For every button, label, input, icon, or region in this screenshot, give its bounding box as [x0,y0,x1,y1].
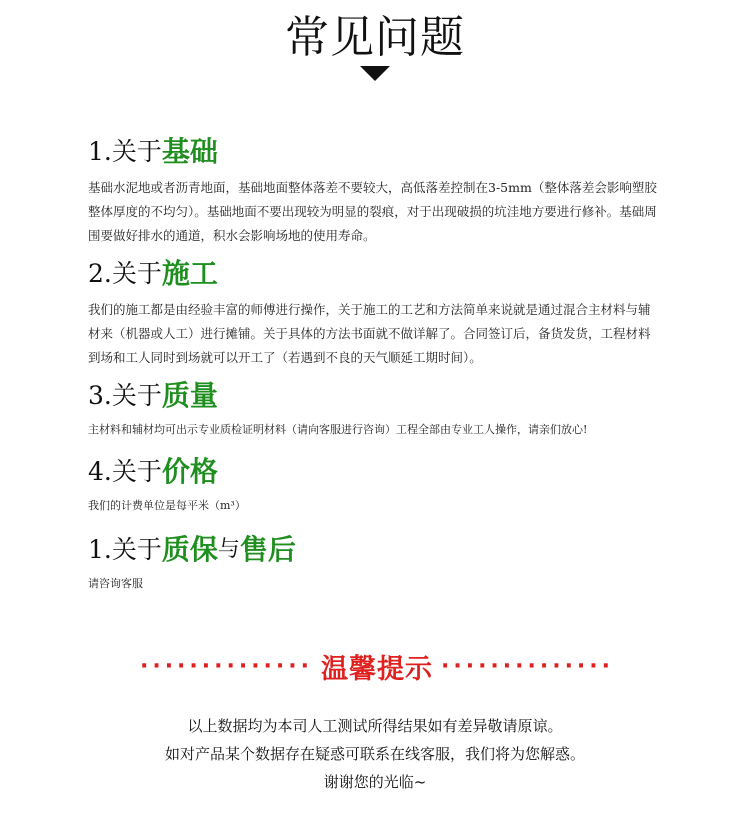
notice-line-1: 以上数据均为本司人工测试所得结果如有差异敬请原谅。 [187,717,563,735]
faq-section-quality [88,376,668,440]
section-keyword: 质保 [161,533,218,566]
section-body: 我们的计费单位是每平米（m³） [88,499,246,512]
notice-line-2: 如对产品某个数据存在疑惑可联系在线客服，我们将为您解惑。 [164,745,585,763]
section-heading [88,254,668,294]
page-title: 常见问题 [285,12,465,63]
section-body: 我们的施工都是由经验丰富的师傅进行操作，关于施工的工艺和方法简单来说就是通过混合主材料与辅材来（机器或人工）进行摊铺。关于具体的方法书面就不做详解了。合同签订后，备货发货，工程材料到场和工人同时到场就可以开工了（若遇到不良的天气顺延工期时间）。 [88,302,651,365]
notice-line-3: 谢谢您的光临~ [323,773,427,791]
section-prefix: 1.关于 [88,535,162,564]
section-prefix: 4.关于 [88,457,162,486]
faq-section-foundation [88,132,668,248]
faq-section-construction [88,254,668,370]
faq-section-price [88,452,668,516]
section-body: 请咨询客服 [88,577,143,590]
notice [0,712,750,796]
section-prefix: 1.关于 [88,137,162,166]
tip-dots-left: ·············· [139,653,313,679]
section-keyword: 施工 [161,257,218,290]
section-body: 主材料和辅材均可出示专业质检证明材料（请向客服进行咨询）工程全部由专业工人操作，请亲们放心! [88,423,588,436]
section-prefix: 2.关于 [88,259,162,288]
section-heading [88,376,668,416]
section-keyword-2: 售后 [239,533,296,566]
section-heading [88,530,668,570]
tip-title: 温馨提示 [321,653,433,685]
section-heading [88,132,668,172]
section-body: 基础水泥地或者沥青地面，基础地面整体落差不要较大，高低落差控制在3-5mm（整体落差会影响塑胶整体厚度的不均匀）。基础地面不要出现较为明显的裂痕，对于出现破损的坑洼地方要进行修补。基础周围要做好排水的通道，积水会影响场地的使用寿命。 [88,180,657,243]
triangle-down-icon [360,66,390,81]
section-keyword: 质量 [161,379,218,412]
section-keyword: 基础 [161,135,218,168]
faq-section-warranty [88,530,668,594]
tip-dots-right: ·············· [441,653,615,679]
section-keyword: 价格 [161,455,218,488]
section-prefix: 3.关于 [88,381,162,410]
section-heading [88,452,668,492]
tip-banner [92,646,662,686]
section-joiner: 与 [217,537,240,562]
